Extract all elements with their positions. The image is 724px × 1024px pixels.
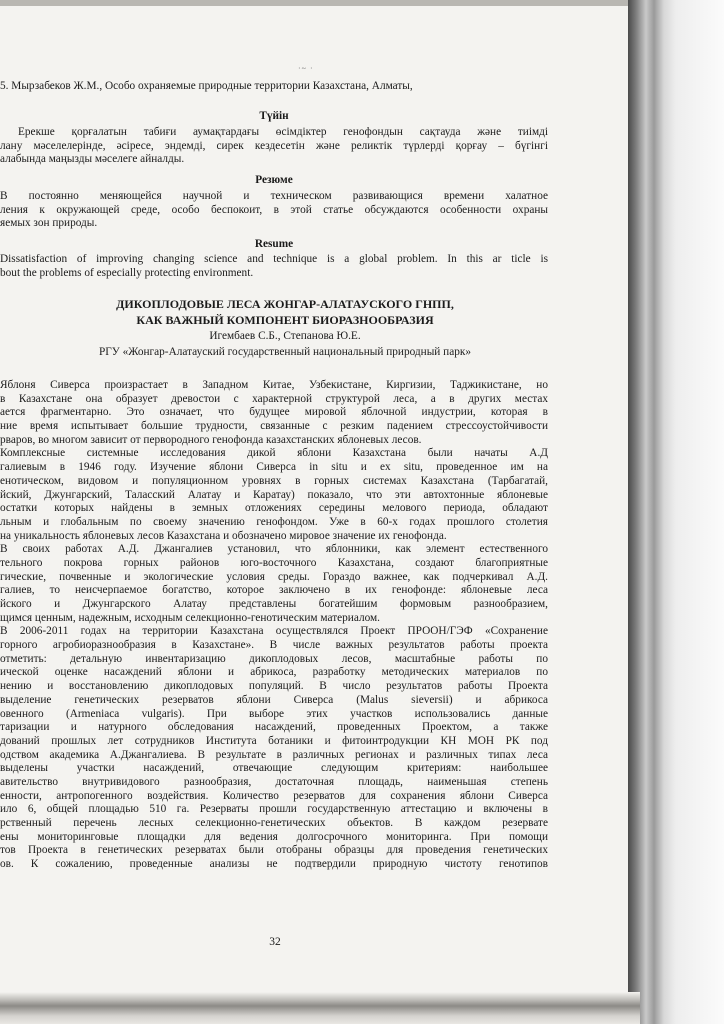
scanner-bottom-edge — [0, 992, 640, 1024]
body-line: выделены участки насаждений, отвечающие следующим критериям: наибольшее — [0, 762, 548, 775]
body-line: ов. К сожалению, проведенные анализы не подтвердили природную чистоту генотипов — [0, 858, 548, 871]
body-line: гические, почвенные и экологические условия среды. Гораздо важнее, как подчеркивал А.Д. — [0, 570, 548, 583]
summary-line: ления к окружающей среде, особо беспокоит, в этой статье обсуждаются особенности охраны — [0, 203, 548, 216]
book-page — [0, 6, 640, 1010]
page-number: 32 — [269, 936, 281, 948]
body-line: Яблоня Сиверса произрастает в Западном Китае, Узбекистане, Киргизии, Таджикистане, но — [0, 379, 548, 391]
body-line: Комплексные системные исследования дикой яблони Казахстана были начаты А.Д — [0, 447, 548, 460]
reference-5: 5. Мырзабеков Ж.М., Особо охраняемые природные территории Казахстана, Алматы, — [0, 80, 413, 92]
body-line: отметить: детальную инвентаризацию дикоплодовых лесов, масштабные работы по — [0, 652, 548, 665]
article-affiliation: РГУ «Жонгар-Алатауский государственный национальный природный парк» — [98, 346, 472, 358]
body-line: рственный перечень лесных селекционно-генетических объектов. В каждом резервате — [0, 817, 548, 829]
summary-line: bout the problems of especially protecting environment. — [0, 266, 254, 279]
body-line: на уникальность яблоневых лесов Казахстана и обозначено мировое значение их генофонда. — [0, 529, 447, 542]
summary-heading-kazakh: Түйін — [259, 110, 289, 122]
summary-line: Ерекше қорғалатын табиғи аумақтардағы өсімдіктер генофондын сақтауда және тиімді — [18, 126, 548, 138]
paragraph — [0, 379, 548, 447]
book-binding-shadow — [628, 0, 724, 1024]
paragraph — [0, 625, 548, 871]
summary-line: яемых зон природы. — [0, 217, 98, 230]
paragraph — [0, 543, 548, 625]
summary-line: алабында маңызды мәселеге айналды. — [0, 153, 185, 166]
body-line: галиев, то неисчерпаемое богатство, которое заключено в их генофонде: яблоневые леса — [0, 584, 548, 597]
body-line: тов Проекта в генетических резерватах были отобраны образцы для проведения генетических — [0, 844, 548, 857]
body-line: В своих работах А.Д. Джангалиев установил, что яблонники, как элемент естественного — [0, 543, 548, 556]
body-line: щимся ценным, надежным, исходным селекционно-генотическим материалом. — [0, 611, 381, 624]
body-line: енности, антропогенного воздействия. Количество резерватов для сохранения яблони Сиверса — [0, 789, 548, 802]
body-line: горного агробиоразнообразия в Казахстане». В числе важных результатов работы проекта — [0, 639, 548, 652]
body-line: нению и восстановлению дикоплодовых популяций. В число результатов работы Проекта — [0, 680, 548, 693]
article-body — [0, 379, 548, 872]
body-line: ены мониторинговые площадки для ведения долгосрочного мониторинга. При помощи — [0, 830, 548, 843]
body-line: льным и глобальным по своему значению генофондом. Уже в 60-х годах прошлого столетия — [0, 515, 548, 528]
summary-heading-russian: Резюме — [255, 174, 293, 186]
summary-heading-english: Resume — [254, 238, 294, 250]
body-line: В 2006-2011 годах на территории Казахстана осуществлялся Проект ПРООН/ГЭФ «Сохранение — [0, 625, 548, 638]
body-line: йского и Джунгарского Алатау представлены богатейшим формовым разнообразием, — [0, 598, 548, 610]
body-line: ние время испытывает большие трудности, связанные с резким падением стрессоустойчивости — [0, 420, 548, 433]
ink-smudge: ·~ · — [298, 64, 314, 73]
body-line: йский, Джунгарский, Таласский Алатау и Каратау) показало, что эти автохтонные яблоневые — [0, 488, 548, 501]
summary-line: Dissatisfaction of improving changing science and technique is a global problem. In this ar ticle is — [0, 253, 548, 265]
paragraph — [0, 447, 548, 543]
summary-line: В постоянно меняющейся научной и техническом развивающися времени халатное — [0, 190, 548, 202]
article-title-line-1: ДИКОПЛОДОВЫЕ ЛЕСА ЖОНГАР-АЛАТАУСКОГО ГНПП, — [116, 298, 454, 311]
body-line: тельного покрова горных районов юго-восточного Казахстана, создают благоприятные — [0, 556, 548, 569]
body-line: овенного (Armeniaca vulgaris). При выборе этих участков использовались данные — [0, 707, 548, 720]
body-line: енотическом, видовом и популяционном уровнях в горных системах Казахстана (Тарбагатай, — [0, 474, 548, 487]
summary-line: лану мәселелерінде, әсіресе, эндемді, сирек кездесетін және реликтік түрлерді қорғау – бүгінгі — [0, 139, 548, 152]
body-line: дований прошлых лет сотрудников Института ботаники и фитоинтродукции КН МОН РК под — [0, 734, 548, 747]
body-line: галиевым в 1946 году. Изучение яблони Сиверса in situ и ex situ, проведенное им на — [0, 461, 548, 474]
body-line: таризации и натурного обследования насаждений, проведенных Проектом, а также — [0, 721, 548, 734]
body-line: ило 6, общей площадью 510 га. Резерваты прошли государственную аттестацию и включены в — [0, 803, 548, 816]
body-line: ической оценке насаждений яблони и абрикоса, разработку методических материалов по — [0, 666, 548, 679]
body-line: рваров, во многом зависит от первородного генофонда казахстанских яблоневых лесов. — [0, 433, 422, 446]
body-line: ается фрагментарно. Это означает, что будущее мировой яблочной индустрии, которая в — [0, 406, 548, 419]
body-line: одством академика А.Джангалиева. В результате в различных регионах и различных типах леса — [0, 748, 548, 761]
body-line: авительство внутривидового разнообразия, достаточная площадь, наименьшая степень — [0, 775, 548, 788]
body-line: остатки которых найдены в земных отложениях середины мелового периода, обладают — [0, 502, 548, 515]
article-title-line-2: КАК ВАЖНЫЙ КОМПОНЕНТ БИОРАЗНООБРАЗИЯ — [136, 314, 434, 327]
article-authors: Игембаев С.Б., Степанова Ю.Е. — [209, 330, 361, 342]
body-line: выделение генетических резерватов яблони Сиверса (Malus sieversii) и абрикоса — [0, 693, 548, 706]
body-line: в Казахстане она образует древостои с характерной структурой леса, а в других местах — [0, 392, 548, 405]
